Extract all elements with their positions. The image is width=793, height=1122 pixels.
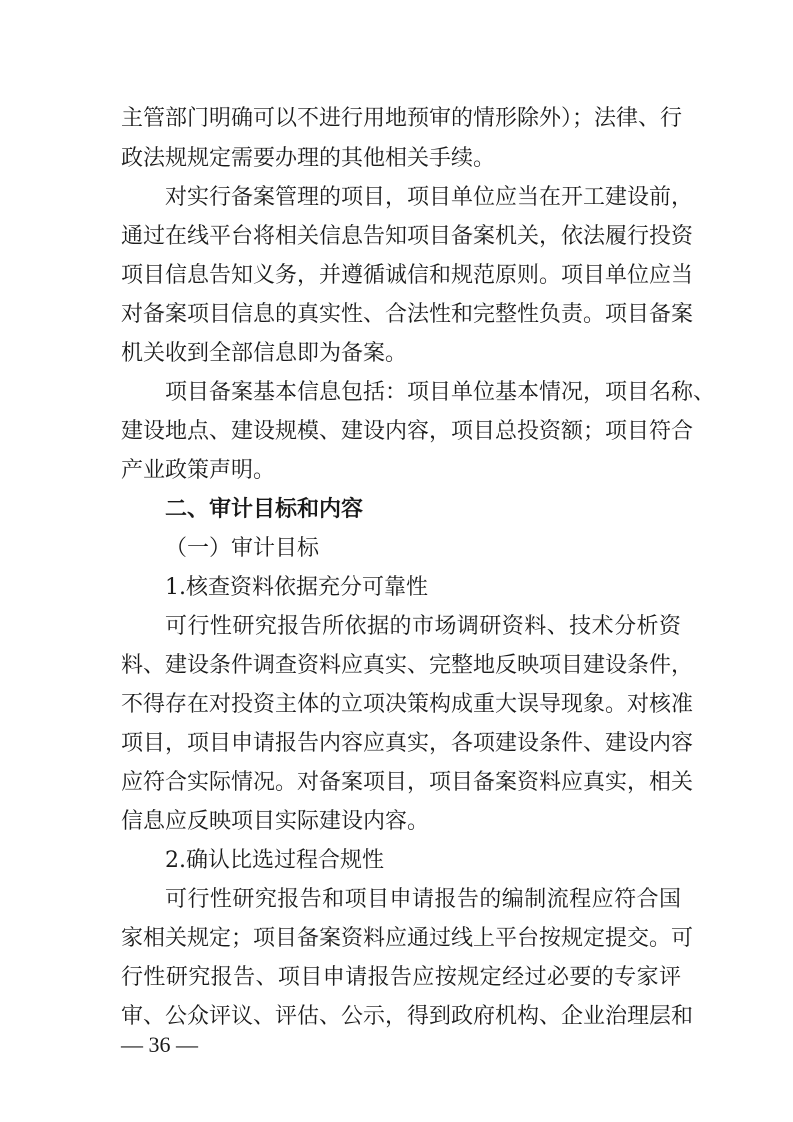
body-text-line: 信息应反映项目实际建设内容。 <box>121 809 430 834</box>
body-text-line: 对备案项目信息的真实性、合法性和完整性负责。项目备案 <box>121 302 694 327</box>
section-heading: 二、审计目标和内容 <box>165 497 364 522</box>
body-text-line: 家相关规定；项目备案资料应通过线上平台按规定提交。可 <box>121 926 694 951</box>
body-text-line: 项目，项目申请报告内容应真实，各项建设条件、建设内容 <box>121 731 694 756</box>
subsection-heading: （一）审计目标 <box>165 536 320 561</box>
body-text-line: 应符合实际情况。对备案项目，项目备案资料应真实，相关 <box>121 770 694 795</box>
body-text-line: 产业政策声明。 <box>121 458 276 483</box>
body-text-line: 行性研究报告、项目申请报告应按规定经过必要的专家评 <box>121 965 681 990</box>
body-text-line: 项目信息告知义务，并遵循诚信和规范原则。项目单位应当 <box>121 263 694 288</box>
body-text-line: 建设地点、建设规模、建设内容，项目总投资额；项目符合 <box>121 419 694 444</box>
body-text-line: 可行性研究报告和项目申请报告的编制流程应符合国 <box>165 887 681 912</box>
body-text-line: 审、公众评议、评估、公示，得到政府机构、企业治理层和 <box>121 1004 694 1029</box>
body-text-line: 不得存在对投资主体的立项决策构成重大误导现象。对核准 <box>121 692 694 717</box>
body-text-line: 主管部门明确可以不进行用地预审的情形除外）；法律、行 <box>121 106 683 131</box>
body-text-line: 通过在线平台将相关信息告知项目备案机关，依法履行投资 <box>121 224 694 249</box>
body-text-line: 政法规规定需要办理的其他相关手续。 <box>121 146 496 171</box>
body-text-line: 项目备案基本信息包括：项目单位基本情况，项目名称、 <box>165 380 716 405</box>
item-heading: 1.核查资料依据充分可靠性 <box>165 575 428 600</box>
page-number: — 36 — <box>121 1032 198 1057</box>
body-text-line: 料、建设条件调查资料应真实、完整地反映项目建设条件， <box>121 653 694 678</box>
body-text-line: 机关收到全部信息即为备案。 <box>121 341 408 366</box>
body-text-line: 可行性研究报告所依据的市场调研资料、技术分析资 <box>165 614 681 639</box>
body-text-line: 对实行备案管理的项目，项目单位应当在开工建设前， <box>165 185 694 210</box>
item-heading: 2.确认比选过程合规性 <box>165 848 384 873</box>
